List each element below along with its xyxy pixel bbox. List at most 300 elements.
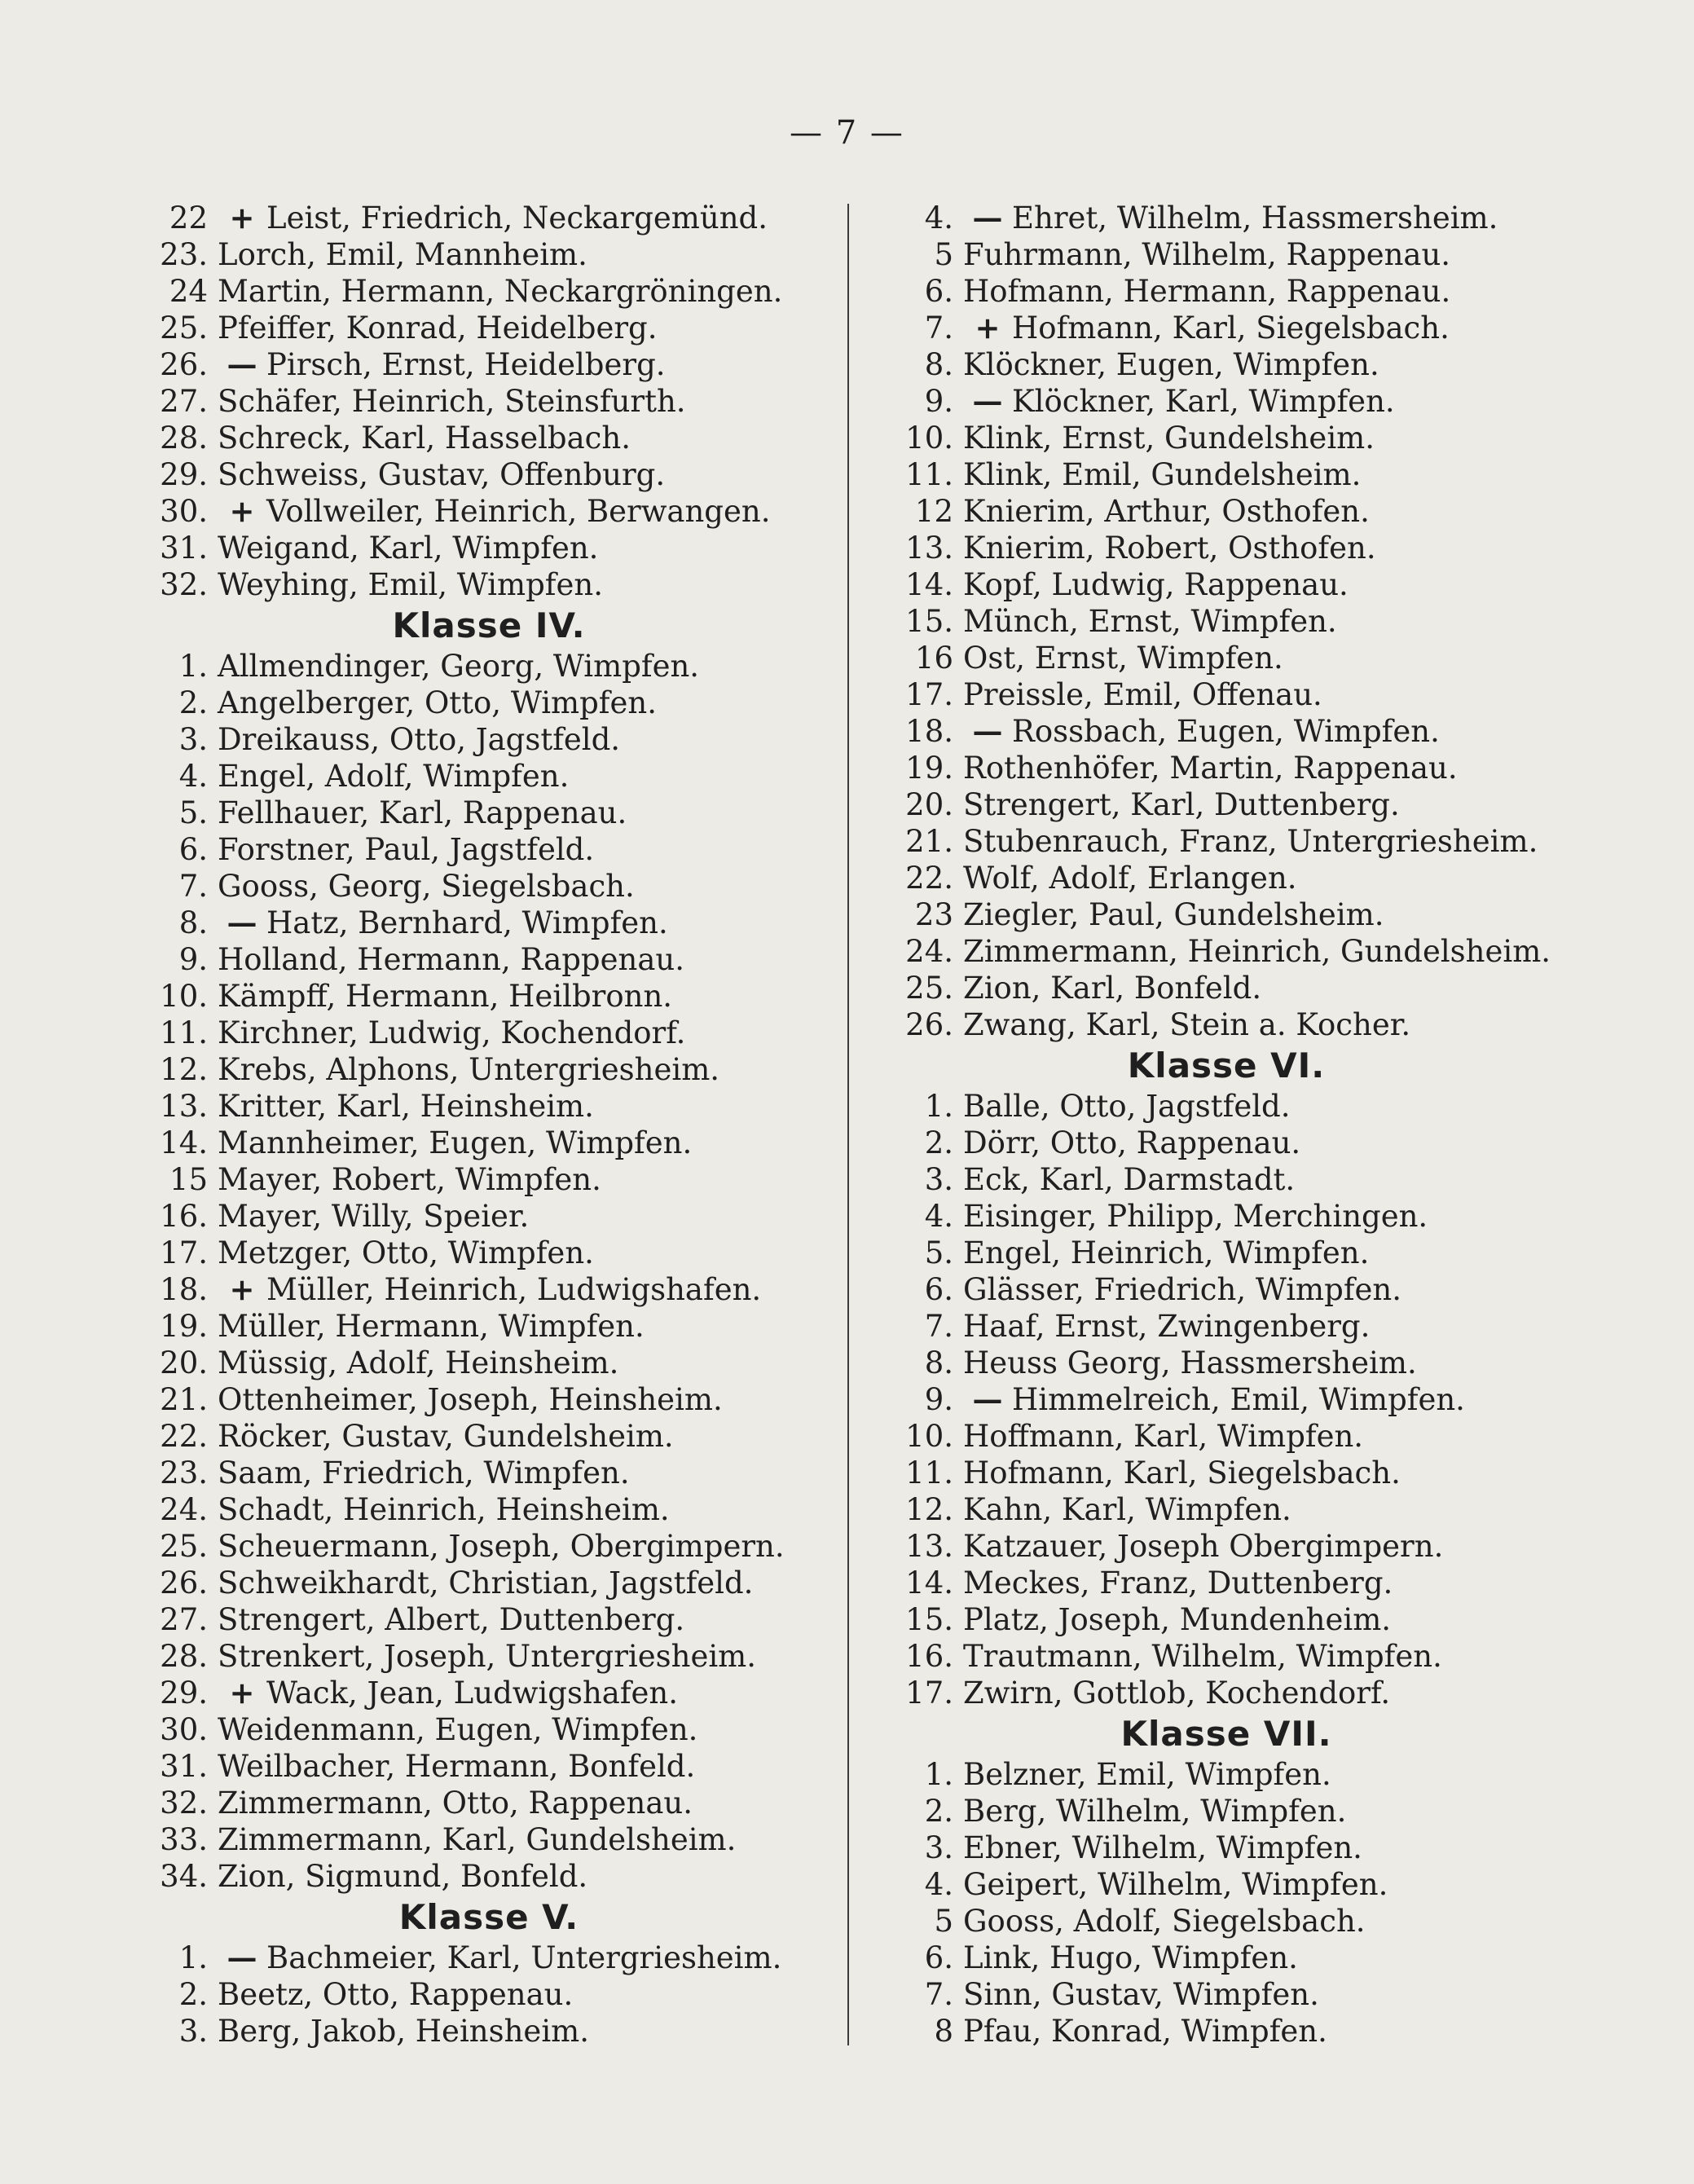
list-item (143, 2013, 835, 2050)
list-item (888, 1976, 1564, 2013)
entry-number: 16. (160, 1199, 208, 1234)
list-item (143, 1088, 835, 1125)
entry-name: Lorch, Emil, Mannheim. (218, 237, 587, 272)
list-item (143, 420, 835, 456)
class-heading: Klasse IV. (392, 605, 586, 645)
entry-mark: + (229, 1675, 255, 1711)
list-item (143, 795, 835, 831)
entry-number: 26. (905, 1007, 953, 1042)
entry-number: 1. (178, 1940, 208, 1975)
entry-number: 21. (905, 824, 953, 859)
entry-number: 3. (924, 1162, 953, 1197)
entry-number: 23 (914, 897, 953, 932)
list-item (888, 1125, 1564, 1161)
entry-mark: + (229, 200, 255, 236)
entry-name: Mayer, Willy, Speier. (218, 1199, 530, 1234)
entry-mark: — (972, 200, 1003, 236)
entry-name: Himmelreich, Emil, Wimpfen. (1012, 1382, 1465, 1417)
list-item (888, 310, 1564, 346)
list-item (143, 383, 835, 420)
list-item (888, 933, 1564, 970)
entry-number: 2. (178, 685, 208, 720)
entry-number: 5. (178, 795, 208, 830)
entry-name: Pfeiffer, Konrad, Heidelberg. (218, 310, 658, 346)
entry-name: Holland, Hermann, Rappenau. (218, 942, 684, 977)
entry-number: 15 (169, 1162, 208, 1197)
entry-name: Zwirn, Gottlob, Kochendorf. (963, 1675, 1391, 1711)
list-item (888, 420, 1564, 456)
entry-number: 22. (905, 861, 953, 896)
entry-number: 7. (924, 1977, 953, 2012)
entry-name: Link, Hugo, Wimpfen. (963, 1940, 1298, 1975)
entry-name: Scheuermann, Joseph, Obergimpern. (218, 1529, 785, 1564)
entry-name: Kritter, Karl, Heinsheim. (218, 1089, 594, 1124)
entry-name: Engel, Heinrich, Wimpfen. (963, 1235, 1370, 1270)
entry-number: 14. (905, 1565, 953, 1601)
entry-number: 16. (905, 1639, 953, 1674)
entry-name: Mannheimer, Eugen, Wimpfen. (218, 1125, 693, 1160)
list-item (888, 1308, 1564, 1345)
entry-mark: — (227, 905, 257, 940)
list-item (143, 1198, 835, 1235)
entry-name: Müssig, Adolf, Heinsheim. (218, 1345, 619, 1380)
list-item (888, 1491, 1564, 1528)
entry-number: 5. (924, 1235, 953, 1270)
class-heading: Klasse VII. (1120, 1714, 1332, 1754)
entry-number: 8. (924, 347, 953, 382)
entry-name: Eisinger, Philipp, Merchingen. (963, 1199, 1428, 1234)
list-item (143, 273, 835, 310)
entry-name: Müller, Hermann, Wimpfen. (218, 1309, 645, 1344)
entry-number: 20. (905, 787, 953, 822)
list-item (143, 1491, 835, 1528)
entry-name: Wack, Jean, Ludwigshafen. (266, 1675, 679, 1711)
entry-number: 6. (924, 1272, 953, 1307)
entry-name: Kahn, Karl, Wimpfen. (963, 1492, 1291, 1527)
entry-name: Zimmermann, Otto, Rappenau. (218, 1786, 693, 1821)
entry-name: Engel, Adolf, Wimpfen. (218, 759, 570, 794)
entry-number: 12. (160, 1052, 208, 1087)
list-item (888, 1675, 1564, 1711)
entry-number: 24 (169, 274, 208, 309)
entry-name: Rossbach, Eugen, Wimpfen. (1012, 714, 1440, 749)
entry-name: Berg, Jakob, Heinsheim. (218, 2014, 589, 2049)
list-item (888, 640, 1564, 676)
entry-number: 9. (924, 384, 953, 419)
entry-name: Sinn, Gustav, Wimpfen. (963, 1977, 1319, 2012)
entry-number: 1. (178, 649, 208, 684)
list-item (143, 721, 835, 758)
entry-number: 1. (924, 1757, 953, 1792)
entry-name: Dreikauss, Otto, Jagstfeld. (218, 722, 621, 757)
list-item (888, 1903, 1564, 1940)
entry-number: 17. (905, 1675, 953, 1711)
list-item (143, 1785, 835, 1821)
entry-number: 1. (924, 1089, 953, 1124)
list-item (888, 1866, 1564, 1903)
entry-name: Weidenmann, Eugen, Wimpfen. (218, 1712, 698, 1747)
entry-number: 22 (169, 200, 208, 236)
entry-number: 10. (905, 421, 953, 456)
list-item (888, 1161, 1564, 1198)
entry-number: 18. (905, 714, 953, 749)
class-heading: Klasse VI. (1127, 1046, 1326, 1085)
entry-number: 9. (178, 942, 208, 977)
list-item (888, 1271, 1564, 1308)
entry-number: 18. (160, 1272, 208, 1307)
list-item (888, 566, 1564, 603)
list-item (143, 1601, 835, 1638)
list-item (143, 566, 835, 603)
entry-number: 17. (905, 677, 953, 712)
entry-name: Meckes, Franz, Duttenberg. (963, 1565, 1393, 1601)
entry-number: 4. (924, 200, 953, 236)
entry-number: 31. (160, 531, 208, 566)
entry-mark: + (229, 1271, 255, 1307)
entry-name: Klink, Emil, Gundelsheim. (963, 457, 1362, 492)
list-item (888, 1198, 1564, 1235)
entry-name: Kirchner, Ludwig, Kochendorf. (218, 1015, 686, 1050)
list-item (143, 1381, 835, 1418)
entry-number: 20. (160, 1345, 208, 1380)
list-item (888, 236, 1564, 273)
page-number: — 7 — (790, 114, 904, 152)
entry-name: Klöckner, Karl, Wimpfen. (1012, 384, 1395, 419)
list-item (888, 1455, 1564, 1491)
entry-mark: — (972, 383, 1003, 419)
entry-name: Dörr, Otto, Rappenau. (963, 1125, 1301, 1160)
list-item (888, 713, 1564, 750)
entry-name: Kopf, Ludwig, Rappenau. (963, 567, 1349, 602)
entry-name: Schweiss, Gustav, Offenburg. (218, 457, 666, 492)
list-item (888, 1565, 1564, 1601)
list-item (888, 970, 1564, 1006)
entry-number: 29. (160, 457, 208, 492)
entry-name: Rothenhöfer, Martin, Rappenau. (963, 751, 1458, 786)
entry-name: Katzauer, Joseph Obergimpern. (963, 1529, 1444, 1564)
list-item (143, 200, 835, 236)
list-item (888, 1235, 1564, 1271)
entry-name: Zwang, Karl, Stein a. Kocher. (963, 1007, 1411, 1042)
entry-name: Balle, Otto, Jagstfeld. (963, 1089, 1291, 1124)
entry-number: 3. (178, 722, 208, 757)
entry-name: Strengert, Karl, Duttenberg. (963, 787, 1400, 822)
entry-name: Geipert, Wilhelm, Wimpfen. (963, 1867, 1388, 1902)
entry-name: Angelberger, Otto, Wimpfen. (218, 685, 657, 720)
entry-number: 7. (924, 310, 953, 346)
list-item (143, 648, 835, 685)
list-item (888, 200, 1564, 236)
list-item (143, 493, 835, 530)
entry-number: 26. (160, 347, 208, 382)
list-item (143, 1711, 835, 1748)
entry-number: 25. (160, 310, 208, 346)
entry-name: Heuss Georg, Hassmersheim. (963, 1345, 1417, 1380)
entry-number: 15. (905, 1602, 953, 1637)
list-item (888, 1088, 1564, 1125)
entry-name: Platz, Joseph, Mundenheim. (963, 1602, 1392, 1637)
list-item (143, 1308, 835, 1345)
entry-name: Fellhauer, Karl, Rappenau. (218, 795, 627, 830)
entry-number: 10. (160, 979, 208, 1014)
entry-number: 3. (924, 1830, 953, 1865)
entry-name: Ehret, Wilhelm, Hassmersheim. (1012, 200, 1498, 236)
entry-name: Metzger, Otto, Wimpfen. (218, 1235, 594, 1270)
list-item (888, 2013, 1564, 2050)
list-item (143, 905, 835, 941)
entry-number: 6. (924, 1940, 953, 1975)
entry-name: Strengert, Albert, Duttenberg. (218, 1602, 685, 1637)
entry-name: Forstner, Paul, Jagstfeld. (218, 832, 595, 867)
list-item (143, 530, 835, 566)
entry-name: Gooss, Adolf, Siegelsbach. (963, 1904, 1366, 1939)
list-item (143, 1528, 835, 1565)
entry-number: 12 (914, 494, 953, 529)
entry-number: 2. (178, 1977, 208, 2012)
entry-number: 28. (160, 1639, 208, 1674)
entry-name: Fuhrmann, Wilhelm, Rappenau. (963, 237, 1451, 272)
entry-name: Zion, Karl, Bonfeld. (963, 971, 1262, 1006)
entry-name: Müller, Heinrich, Ludwigshafen. (266, 1272, 762, 1307)
column-divider (847, 204, 849, 2045)
entry-number: 19. (905, 751, 953, 786)
entry-number: 14. (905, 567, 953, 602)
list-item (143, 758, 835, 795)
list-item (143, 1125, 835, 1161)
list-item (888, 273, 1564, 310)
entry-name: Knierim, Arthur, Osthofen. (963, 494, 1370, 529)
list-item (888, 1345, 1564, 1381)
entry-number: 2. (924, 1794, 953, 1829)
list-item (888, 493, 1564, 530)
list-item (888, 346, 1564, 383)
entry-number: 29. (160, 1675, 208, 1711)
entry-name: Ebner, Wilhelm, Wimpfen. (963, 1830, 1362, 1865)
list-item (888, 1381, 1564, 1418)
list-item (888, 530, 1564, 566)
entry-name: Ziegler, Paul, Gundelsheim. (963, 897, 1384, 932)
entry-number: 34. (160, 1859, 208, 1894)
list-item (143, 1161, 835, 1198)
entry-number: 13. (905, 1529, 953, 1564)
list-item (888, 1418, 1564, 1455)
entry-name: Zimmermann, Karl, Gundelsheim. (218, 1822, 737, 1857)
list-item (143, 1976, 835, 2013)
entry-name: Weilbacher, Hermann, Bonfeld. (218, 1749, 696, 1784)
entry-name: Weigand, Karl, Wimpfen. (218, 531, 599, 566)
list-item (143, 1418, 835, 1455)
list-item (888, 1830, 1564, 1866)
entry-number: 7. (924, 1309, 953, 1344)
entry-name: Leist, Friedrich, Neckargemünd. (266, 200, 768, 236)
entry-number: 5 (934, 237, 953, 272)
list-item (888, 603, 1564, 640)
entry-name: Kämpff, Hermann, Heilbronn. (218, 979, 673, 1014)
entry-name: Münch, Ernst, Wimpfen. (963, 604, 1337, 639)
list-item (888, 676, 1564, 713)
entry-number: 27. (160, 1602, 208, 1637)
entry-number: 3. (178, 2014, 208, 2049)
entry-name: Allmendinger, Georg, Wimpfen. (218, 649, 700, 684)
entry-name: Gooss, Georg, Siegelsbach. (218, 869, 635, 904)
entry-name: Krebs, Alphons, Untergriesheim. (218, 1052, 720, 1087)
list-item (143, 941, 835, 978)
entry-number: 8 (934, 2014, 953, 2049)
entry-name: Martin, Hermann, Neckargröningen. (218, 274, 783, 309)
entry-number: 9. (924, 1382, 953, 1417)
entry-number: 25. (160, 1529, 208, 1564)
entry-number: 4. (924, 1867, 953, 1902)
class-heading: Klasse V. (398, 1897, 579, 1937)
entry-number: 8. (178, 905, 208, 940)
entry-number: 21. (160, 1382, 208, 1417)
entry-number: 19. (160, 1309, 208, 1344)
list-item (143, 310, 835, 346)
entry-name: Eck, Karl, Darmstadt. (963, 1162, 1296, 1197)
entry-name: Ottenheimer, Joseph, Heinsheim. (218, 1382, 723, 1417)
entry-mark: + (229, 493, 255, 529)
list-item (143, 1821, 835, 1858)
entry-name: Mayer, Robert, Wimpfen. (218, 1162, 601, 1197)
list-item (888, 1638, 1564, 1675)
list-item (143, 1675, 835, 1711)
list-item (143, 1271, 835, 1308)
list-item (143, 456, 835, 493)
entry-name: Schäfer, Heinrich, Steinsfurth. (218, 384, 686, 419)
list-item (888, 1940, 1564, 1976)
entry-number: 10. (905, 1419, 953, 1454)
entry-number: 13. (905, 531, 953, 566)
list-item (888, 383, 1564, 420)
entry-number: 5 (934, 1904, 953, 1939)
list-item (888, 1006, 1564, 1043)
entry-name: Hofmann, Hermann, Rappenau. (963, 274, 1451, 309)
entry-mark: — (972, 713, 1003, 749)
list-item (143, 1051, 835, 1088)
entry-name: Pirsch, Ernst, Heidelberg. (266, 347, 666, 382)
entry-mark: — (972, 1381, 1003, 1417)
entry-number: 14. (160, 1125, 208, 1160)
list-item (143, 1858, 835, 1895)
entry-name: Hoffmann, Karl, Wimpfen. (963, 1419, 1364, 1454)
entry-number: 25. (905, 971, 953, 1006)
entry-name: Haaf, Ernst, Zwingenberg. (963, 1309, 1371, 1344)
list-item (888, 456, 1564, 493)
entry-number: 23. (160, 1455, 208, 1490)
entry-number: 13. (160, 1089, 208, 1124)
entry-name: Saam, Friedrich, Wimpfen. (218, 1455, 630, 1490)
entry-number: 24. (905, 934, 953, 969)
entry-number: 11. (160, 1015, 208, 1050)
entry-name: Zion, Sigmund, Bonfeld. (218, 1859, 588, 1894)
entry-number: 24. (160, 1492, 208, 1527)
entry-name: Schreck, Karl, Hasselbach. (218, 421, 631, 456)
list-item (888, 823, 1564, 860)
entry-number: 11. (905, 457, 953, 492)
right-column (888, 200, 1564, 2050)
entry-mark: + (975, 310, 1001, 346)
entry-number: 33. (160, 1822, 208, 1857)
entry-name: Weyhing, Emil, Wimpfen. (218, 567, 603, 602)
entry-name: Hofmann, Karl, Siegelsbach. (963, 1455, 1401, 1490)
entry-mark: — (227, 1940, 257, 1975)
list-item (143, 236, 835, 273)
left-column (143, 200, 835, 2050)
entry-number: 11. (905, 1455, 953, 1490)
entry-number: 23. (160, 237, 208, 272)
entry-name: Vollweiler, Heinrich, Berwangen. (266, 494, 771, 529)
list-item (888, 1793, 1564, 1830)
entry-number: 4. (924, 1199, 953, 1234)
entry-number: 32. (160, 1786, 208, 1821)
list-item (143, 1748, 835, 1785)
entry-name: Zimmermann, Heinrich, Gundelsheim. (963, 934, 1551, 969)
entry-name: Ost, Ernst, Wimpfen. (963, 641, 1283, 676)
entry-name: Hatz, Bernhard, Wimpfen. (266, 905, 668, 940)
entry-name: Trautmann, Wilhelm, Wimpfen. (963, 1639, 1442, 1674)
list-item (143, 831, 835, 868)
list-item (888, 750, 1564, 786)
list-item (888, 786, 1564, 823)
entry-number: 30. (160, 1712, 208, 1747)
entry-name: Bachmeier, Karl, Untergriesheim. (266, 1940, 782, 1975)
entry-name: Schweikhardt, Christian, Jagstfeld. (218, 1565, 754, 1601)
entry-number: 7. (178, 869, 208, 904)
entry-name: Glässer, Friedrich, Wimpfen. (963, 1272, 1401, 1307)
list-item (143, 868, 835, 905)
entry-name: Schadt, Heinrich, Heinsheim. (218, 1492, 670, 1527)
entry-name: Preissle, Emil, Offenau. (963, 677, 1322, 712)
entry-name: Strenkert, Joseph, Untergriesheim. (218, 1639, 757, 1674)
entry-number: 17. (160, 1235, 208, 1270)
list-item (143, 346, 835, 383)
entry-name: Knierim, Robert, Osthofen. (963, 531, 1376, 566)
entry-number: 32. (160, 567, 208, 602)
entry-number: 27. (160, 384, 208, 419)
entry-name: Klink, Ernst, Gundelsheim. (963, 421, 1375, 456)
entry-name: Pfau, Konrad, Wimpfen. (963, 2014, 1327, 2049)
list-item (888, 1528, 1564, 1565)
list-item (888, 1756, 1564, 1793)
list-item (143, 1940, 835, 1976)
entry-number: 2. (924, 1125, 953, 1160)
entry-name: Wolf, Adolf, Erlangen. (963, 861, 1297, 896)
entry-number: 22. (160, 1419, 208, 1454)
entry-name: Klöckner, Eugen, Wimpfen. (963, 347, 1379, 382)
entry-mark: — (227, 346, 257, 382)
list-item (143, 978, 835, 1015)
entry-name: Stubenrauch, Franz, Untergriesheim. (963, 824, 1538, 859)
list-item (143, 1345, 835, 1381)
entry-number: 8. (924, 1345, 953, 1380)
entry-name: Belzner, Emil, Wimpfen. (963, 1757, 1331, 1792)
entry-name: Beetz, Otto, Rappenau. (218, 1977, 574, 2012)
entry-number: 31. (160, 1749, 208, 1784)
entry-number: 12. (905, 1492, 953, 1527)
list-item (143, 685, 835, 721)
entry-number: 28. (160, 421, 208, 456)
entry-number: 30. (160, 494, 208, 529)
list-item (143, 1015, 835, 1051)
entry-number: 26. (160, 1565, 208, 1601)
list-item (143, 1638, 835, 1675)
list-item (888, 1601, 1564, 1638)
entry-name: Berg, Wilhelm, Wimpfen. (963, 1794, 1347, 1829)
entry-number: 6. (178, 832, 208, 867)
entry-name: Röcker, Gustav, Gundelsheim. (218, 1419, 674, 1454)
entry-name: Hofmann, Karl, Siegelsbach. (1012, 310, 1450, 346)
list-item (888, 896, 1564, 933)
